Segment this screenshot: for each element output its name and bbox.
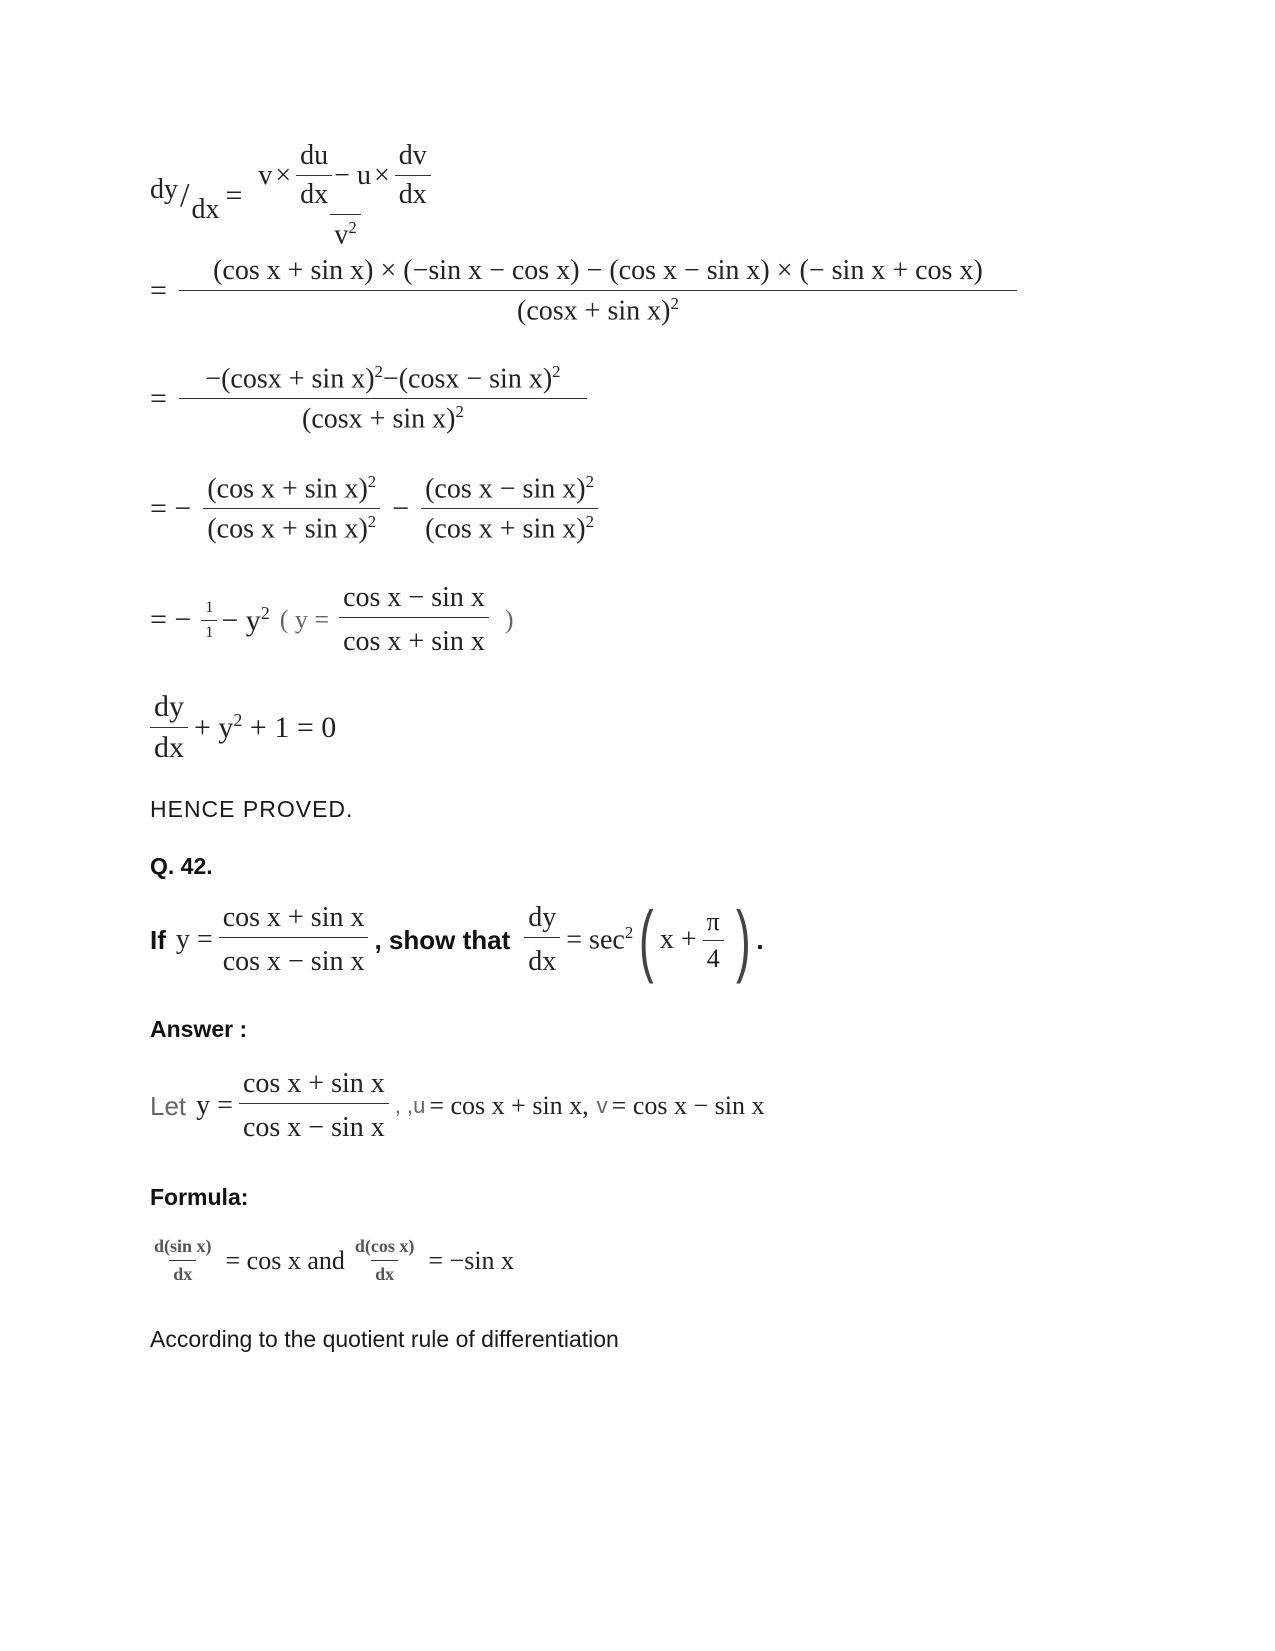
question-number: Q. 42. — [150, 853, 213, 879]
lhs-dy: dy — [150, 173, 178, 205]
formula-label: Formula: — [150, 1184, 249, 1210]
question-statement: If y = $\frac{\text{cos x + sin x}}{\text{cos x − sin x}}$ , show that $\frac{dy}{dx}$ = $\sec^2$ ( x + $\frac{\pi}{4}$ ) . — [150, 895, 764, 984]
let-statement: Let y = $\frac{\text{cos x + sin x}}{\text{cos x − sin x}}$ , , u = cos x + sin x, v = cos x − sin x — [150, 1068, 765, 1143]
quotient-fraction: v × $\frac{du}{dx}$ − u × $\frac{dv}{dx}$ $v^2$ — [254, 140, 436, 251]
answer-label: Answer : — [150, 1016, 248, 1042]
equation-step-2: = (cos x + sin x) × (−sin x − cos x) − (cos x − sin x) × (− sin x + cos x) $(\cos x + \sin x)^2$ — [150, 255, 1023, 327]
hence-proved: HENCE PROVED. — [150, 796, 354, 822]
equation-step-5: = − $\frac{1}{1}$ − $y^2$ ( y = $\frac{\text{cos x − sin x}}{\text{cos x + sin x}}$ ) — [150, 582, 514, 657]
lhs-dx: dx — [191, 193, 220, 225]
equation-quotient-rule: dy / dx = v × $\frac{du}{dx}$ − u × $\frac{dv}{dx}$ $v^2$ — [150, 140, 443, 251]
equation-step-3: = $\frac{-(\cos x + \sin x)^2-(\cos x - \sin x)^2}{(\cos x + \sin x)^2}$ — [150, 362, 593, 436]
equation-result: $\frac{dy}{dx}$ + $y^2 + 1 = 0$ — [150, 690, 336, 765]
step2-numerator: (cos x + sin x) × (−sin x − cos x) − (cos x − sin x) × (− sin x + cos x) — [213, 255, 983, 286]
quotient-rule-text: According to the quotient rule of differentiation — [150, 1326, 619, 1352]
formula-equation: $\frac{\text{d(sin x)}}{dx}$ = cos x and $\frac{\text{d(cos x)}}{dx}$ = −sin x — [154, 1236, 515, 1284]
equation-step-4: = − $\frac{(\cos x + \sin x)^2}{(\cos x + \sin x)^2}$ − $\frac{(\cos x - \sin x)^2}{(\cos x + \sin x)^2}$ — [150, 472, 604, 546]
